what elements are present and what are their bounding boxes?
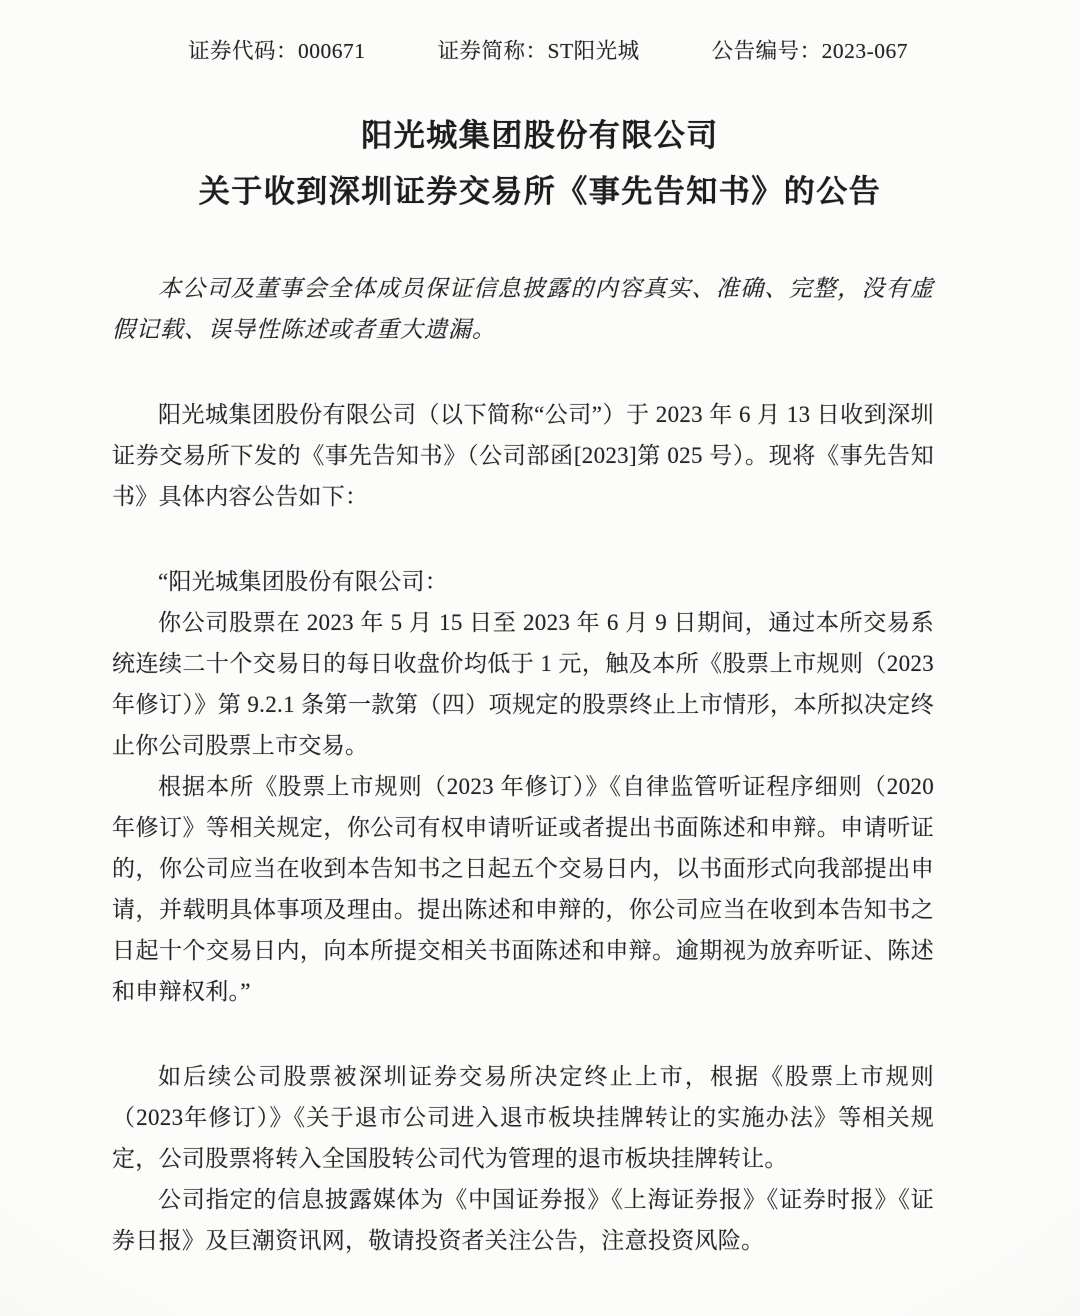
quote-hearing-rights-paragraph: 根据本所《股票上市规则（2023 年修订）》《自律监管听证程序细则（2020 年修订》等相关规定，你公司有权申请听证或者提出书面陈述和申辩。申请听证的，你公司应当在收到本告知书之日起五个交易日内，以书面形式向我部提出申请，并载明具体事项及理由。提出陈述和申辩的，你公司应当在收到本告知书之日起十个交易日内，向本所提交相关书面陈述和申辩。逾期视为放弃听证、陈述和申辩权利。” bbox=[112, 774, 934, 1004]
quote-delisting-trigger-paragraph: 你公司股票在 2023 年 5 月 15 日至 2023 年 6 月 9 日期间，通过本所交易系统连续二十个交易日的每日收盘价均低于 1 元，触及本所《股票上市规则（2023 年修订）》第 9.2.1 条第一款第（四）项规定的股票终止上市情形，本所拟决定终止你公司股票上市交易。 bbox=[112, 610, 934, 758]
title-block bbox=[146, 108, 934, 220]
quote-salutation: “阳光城集团股份有限公司： bbox=[158, 569, 449, 594]
securities-name: 证券简称：ST阳光城 bbox=[437, 39, 640, 63]
followup-transfer-paragraph: 如后续公司股票被深圳证券交易所决定终止上市，根据《股票上市规则（2023年修订）》《关于退市公司进入退市板块挂牌转让的实施办法》等相关规定，公司股票将转入全国股转公司代为管理的退市板块挂牌转让。 bbox=[112, 1064, 934, 1171]
disclosure-statement: 本公司及董事会全体成员保证信息披露的内容真实、准确、完整，没有虚假记载、误导性陈述或者重大遗漏。 bbox=[112, 276, 934, 342]
announcement-number: 公告编号：2023-067 bbox=[711, 39, 908, 63]
document-body bbox=[112, 268, 934, 1261]
securities-code: 证券代码：000671 bbox=[188, 39, 366, 63]
intro-paragraph: 阳光城集团股份有限公司（以下简称“公司”）于 2023 年 6 月 13 日收到深圳证券交易所下发的《事先告知书》（公司部函[2023]第 025 号）。现将《事先告知书》具体内容公告如下： bbox=[112, 402, 934, 509]
media-disclosure-paragraph: 公司指定的信息披露媒体为《中国证券报》《上海证券报》《证券时报》《证券日报》及巨潮资讯网，敬请投资者关注公告，注意投资风险。 bbox=[112, 1187, 934, 1253]
announcement-subject-title: 关于收到深圳证券交易所《事先告知书》的公告 bbox=[198, 174, 882, 209]
securities-header bbox=[188, 36, 908, 66]
company-name-title: 阳光城集团股份有限公司 bbox=[361, 118, 719, 153]
